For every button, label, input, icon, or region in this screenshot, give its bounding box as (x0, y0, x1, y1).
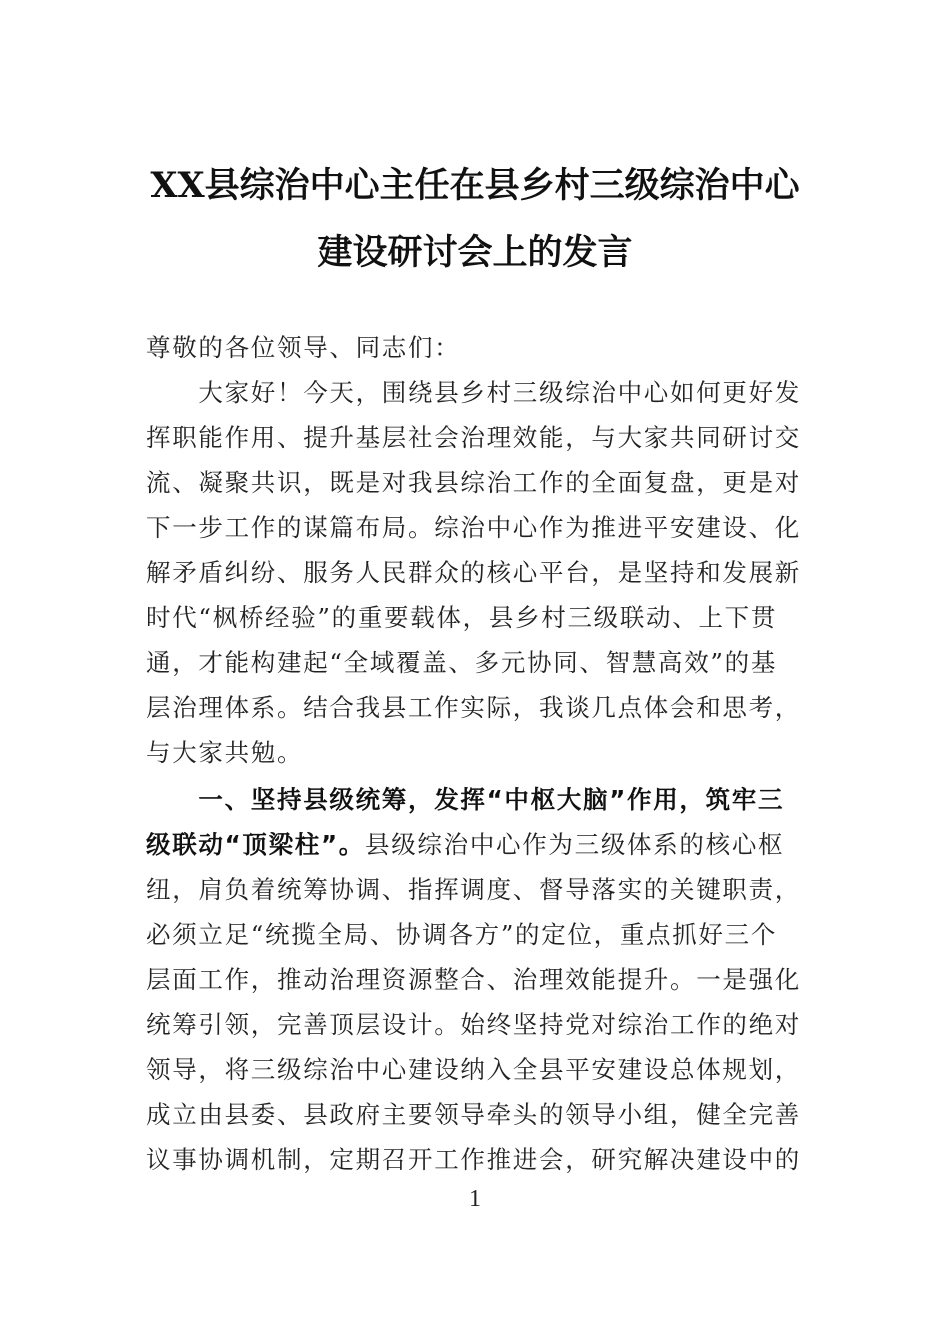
section-body-start: 县级综治中心作为三级体系的核心枢 (365, 830, 785, 859)
section-heading-1: 一、坚持县级统筹，发挥“中枢大脑”作用，筑牢三 (146, 785, 785, 814)
body-line: 成立由县委、县政府主要领导牵头的领导小组，健全完善 (146, 1100, 801, 1129)
body-line: 领导，将三级综治中心建设纳入全县平安建设总体规划， (146, 1055, 801, 1084)
body-line: 下一步工作的谋篇布局。综治中心作为推进平安建设、化 (146, 513, 801, 542)
body-line: 必须立足“统揽全局、协调各方”的定位，重点抓好三个 (146, 920, 778, 949)
body-line: 流、凝聚共识，既是对我县综治工作的全面复盘，更是对 (146, 468, 801, 497)
section-heading-1-continued (146, 822, 784, 867)
body-line: 时代“枫桥经验”的重要载体，县乡村三级联动、上下贯 (146, 603, 778, 632)
salutation: 尊敬的各位领导、同志们： (146, 333, 461, 362)
body-line: 层治理体系。结合我县工作实际，我谈几点体会和思考， (146, 693, 801, 722)
section-heading-1-tail: 级联动“顶梁柱”。 (146, 830, 366, 859)
document-title-line-1: XX县综治中心主任在县乡村三级综治中心 (150, 165, 800, 206)
body-line: 通，才能构建起“全域覆盖、多元协同、智慧高效”的基 (146, 648, 778, 677)
body-line: 统筹引领，完善顶层设计。始终坚持党对综治工作的绝对 (146, 1010, 801, 1039)
body-line: 议事协调机制，定期召开工作推进会，研究解决建设中的 (146, 1145, 801, 1174)
body-line: 层面工作，推动治理资源整合、治理效能提升。一是强化 (146, 965, 801, 994)
body-line: 纽，肩负着统筹协调、指挥调度、督导落实的关键职责， (146, 875, 801, 904)
body-line: 与大家共勉。 (146, 738, 304, 767)
body-line: 解矛盾纠纷、服务人民群众的核心平台，是坚持和发展新 (146, 558, 801, 587)
document-title-line-2: 建设研讨会上的发言 (317, 232, 633, 273)
body-line: 大家好！今天，围绕县乡村三级综治中心如何更好发 (146, 378, 801, 407)
body-line: 挥职能作用、提升基层社会治理效能，与大家共同研讨交 (146, 423, 801, 452)
page-number: 1 (469, 1186, 481, 1212)
